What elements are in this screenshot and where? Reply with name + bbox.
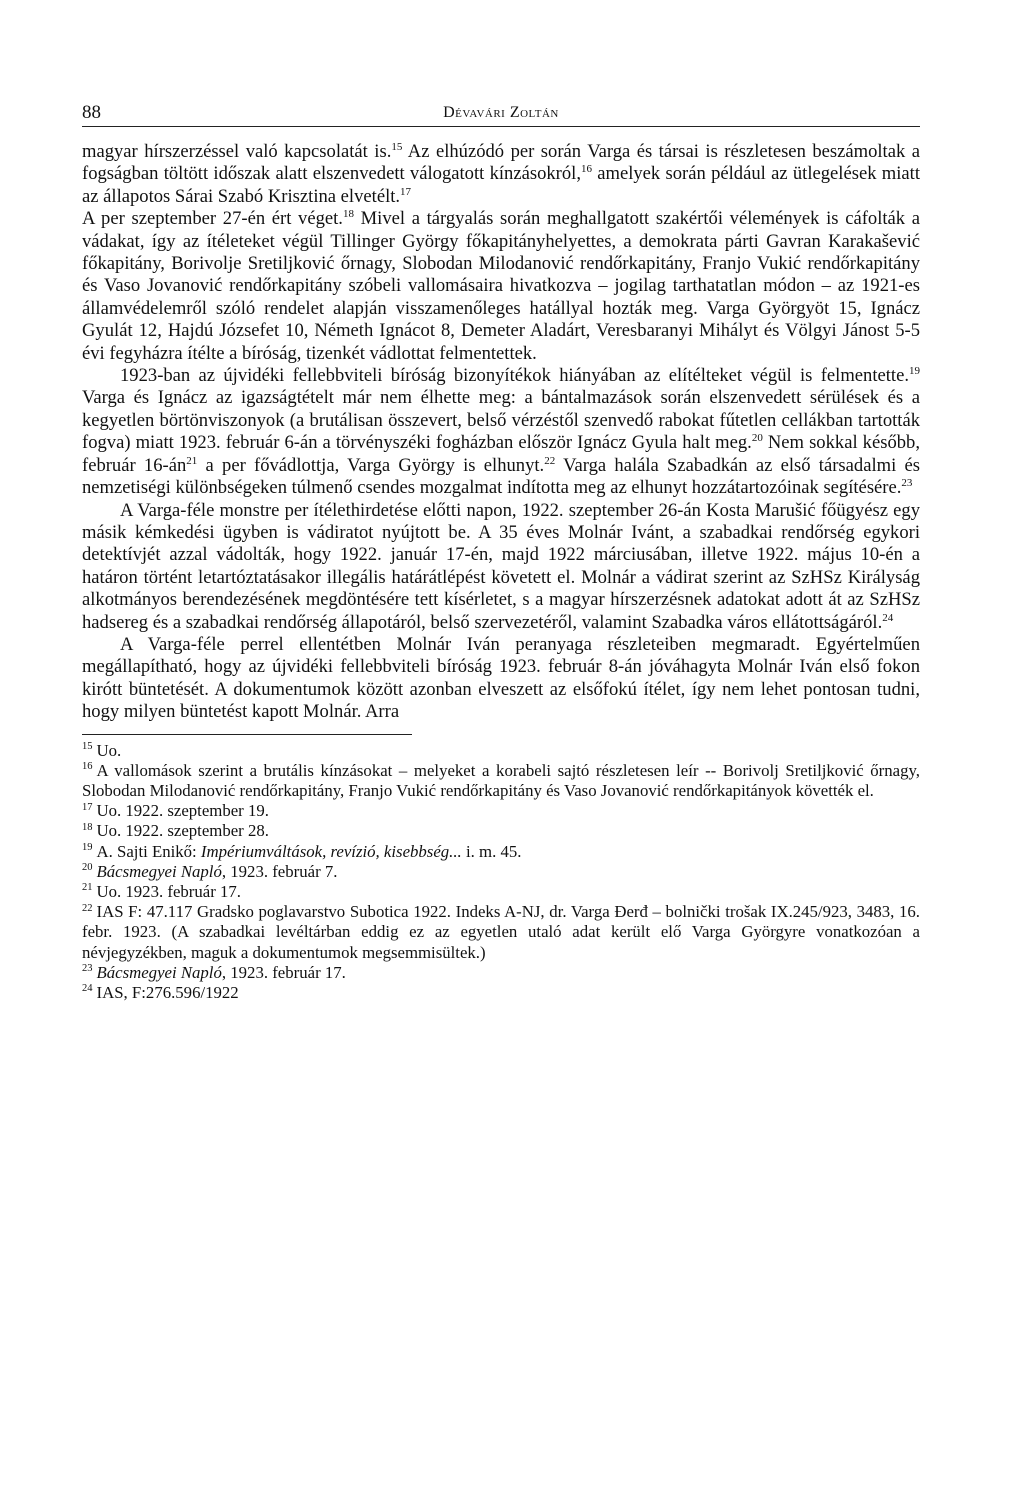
footnote-ref[interactable]: 18 (342, 208, 354, 221)
text: Nem sokkal később, február 16-án (82, 432, 920, 476)
footnote-number: 19 (82, 841, 93, 853)
footnote-20 (82, 862, 920, 882)
footnote-18 (82, 821, 920, 841)
text: magyar hírszerzéssel való kapcsolatát is. (82, 141, 392, 162)
footnote-italic: Bácsmegyei Napló (96, 861, 222, 881)
footnote-divider (82, 734, 412, 735)
text: Az elhúzódó per során Varga és társai is részletesen beszámoltak a fogságban töltött időszak alatt elszenvedett válogatott kínzásokról, (82, 141, 920, 185)
footnote-21 (82, 882, 920, 902)
footnote-16 (82, 761, 920, 801)
body-text (82, 141, 920, 724)
text: Mivel a tárgyalás során meghallgatott szakértői vélemények is cáfolták a vádakat, így az ítéleteket végül Tillinger György főkapitányhelyettes, a demokrata párti Gavran Karakašević főkapitány, Borivolje Sretiljković őrnagy, Slobodan Milodanović rendőrkapitány, Franjo Vukić rendőrkapitány és Vaso Jovanović rendőrkapitány szóbeli vallomásaira hivatkozva – jogilag tarthatatlan módon – az 1921-es államvédelemről szóló rendelet alapján visszamenőleges hatállyal hozták meg. Varga Györgyöt 15, Ignácz Gyulát 12, Hajdú Józsefet 10, Németh Ignácot 8, Demeter Aladárt, Veresbaranyi Mihályt és Völgyi Jánost 5-5 évi fegyházra ítélte a bíróság, tizenkét vádlottat felmentettek. (82, 208, 920, 364)
paragraph-3 (82, 365, 920, 499)
footnote-text: Uo. 1923. február 17. (96, 881, 241, 901)
running-head: Dévavári Zoltán (443, 104, 559, 121)
footnote-ref[interactable]: 16 (580, 163, 592, 176)
footnote-text: Uo. 1922. szeptember 28. (96, 821, 269, 841)
footnote-23 (82, 963, 920, 983)
footnote-ref[interactable]: 22 (544, 454, 556, 467)
footnote-ref[interactable]: 17 (400, 185, 412, 198)
footnote-ref[interactable]: 23 (901, 476, 913, 489)
text: A Varga-féle perrel ellentétben Molnár Iván peranyaga részleteiben megmaradt. Egyértelműen megállapítható, hogy az újvidéki fellebbviteli bíróság 1923. február 8-án jóváhagyta Molnár Iván első fokon kirótt büntetését. A dokumentumok között azonban elveszett az elsőfokú ítélet, így nem lehet pontosan tudni, hogy milyen büntetést kapott Molnár. Arra (82, 633, 920, 723)
paragraph-5 (82, 634, 920, 724)
paragraph-4 (82, 500, 920, 634)
text: A per szeptember 27-én ért véget. (82, 208, 343, 230)
footnote-text: Uo. (96, 740, 122, 760)
footnote-ref[interactable]: 20 (751, 432, 763, 445)
footnote-ref[interactable]: 19 (909, 364, 920, 377)
footnote-text: IAS, F:276.596/1922 (96, 983, 239, 1002)
footnote-text: A vallomások szerint a brutális kínzásokat – melyeket a korabeli sajtó részletesen leír -- Borivolj Sretiljković őrnagy, Slobodan Milodanović rendőrkapitány, Franjo Vukić rendőrkapitány és Vaso Jovanović rendőrkapitányok követték el. (82, 760, 920, 800)
text: a per fővádlottja, Varga György is elhunyt. (197, 454, 545, 476)
footnote-22 (82, 902, 920, 963)
page (82, 96, 920, 1003)
text: A Varga-féle monstre per ítélethirdetése előtti napon, 1922. szeptember 26-án Kosta Marušić főügyész egy másik kémkedési ügyben is vádiratot nyújtott be. A 35 éves Molnár Ivánt, a szabadkai rendőrség egykori detektívjét azzal vádolták, hogy 1922. január 17-én, majd 1922 márciusában, illetve 1922. május 10-én a határon történt letartóztatásakor illegális határátlépést követett el. Molnár a vádirat szerint az SzHSz Királyság alkotmányos berendezésének megdöntésére tett kísérletet, s a magyar hírszerzésnek adatokat adott át az SzHSz hadsereg és a szabadkai rendőrség állapotáról, belső szervezetéről, valamint Szabadka város ellátottságáról. (82, 499, 920, 633)
text: Varga halála Szabadkán az első társadalmi és nemzetiségi különbségeken túlmenő csendes mozgalmat indította meg az elhunyt hozzátartozóinak segítésére. (82, 454, 920, 499)
text: 1923-ban az újvidéki fellebbviteli bíróság bizonyítékok hiányában az elítélteket végül is felmentette. (120, 365, 909, 387)
footnote-ref[interactable]: 21 (186, 454, 198, 467)
footnote-number: 20 (82, 862, 93, 874)
footnote-24 (82, 983, 920, 1003)
footnote-italic: Bácsmegyei Napló (96, 962, 222, 982)
footnote-number: 16 (82, 761, 93, 773)
page-header (82, 96, 920, 127)
footnote-number: 18 (82, 821, 93, 833)
footnote-italic: Impériumváltások, revízió, kisebbség... (200, 841, 462, 861)
footnote-19 (82, 842, 920, 862)
footnote-ref[interactable]: 15 (391, 140, 403, 153)
text: amelyek során például az ütlegelések miatt az állapotos Sárai Szabó Krisztina elvetélt. (82, 163, 920, 207)
paragraph-1 (82, 141, 920, 208)
footnote-17 (82, 801, 920, 821)
footnote-number: 22 (82, 902, 93, 914)
footnote-text: , 1923. február 7. (221, 861, 338, 881)
footnote-15 (82, 741, 920, 761)
footnote-text: , 1923. február 17. (221, 962, 346, 982)
footnote-number: 21 (82, 882, 93, 894)
footnote-text: IAS F: 47.117 Gradsko poglavarstvo Subotica 1922. Indeks A-NJ, dr. Varga Đerđ – bolnički trošak IX.245/923, 3483, 16. febr. 1923. (A szabadkai levéltárban eddig ez az egyetlen utaló adat került elő Varga Györgyre vonatkozóan a névjegyzékben, maguk a dokumentumok megsemmisültek.) (82, 902, 920, 962)
footnote-text: Uo. 1922. szeptember 19. (96, 801, 269, 821)
footnotes (82, 741, 920, 1004)
footnote-number: 17 (82, 801, 93, 813)
paragraph-2 (82, 208, 920, 365)
footnote-text: A. Sajti Enikő: (96, 841, 201, 861)
text: Varga és Ignácz az igazságtételt már nem élhette meg: a bántalmazások során elszenvedett sérülések és a kegyetlen börtönviszonyok (a brutálisan összevert, belső vérzéstől szenvedő rabokat fűtetlen cellákban tartották fogva) miatt 1923. február 6-án a törvényszéki fogházban először Ignácz Gyula halt meg. (82, 387, 920, 454)
footnote-text: i. m. 45. (461, 841, 522, 861)
footnote-number: 15 (82, 740, 93, 752)
footnote-number: 23 (82, 963, 93, 975)
footnote-number: 24 (82, 983, 93, 995)
page-number: 88 (82, 102, 101, 123)
footnote-ref[interactable]: 24 (882, 611, 894, 624)
